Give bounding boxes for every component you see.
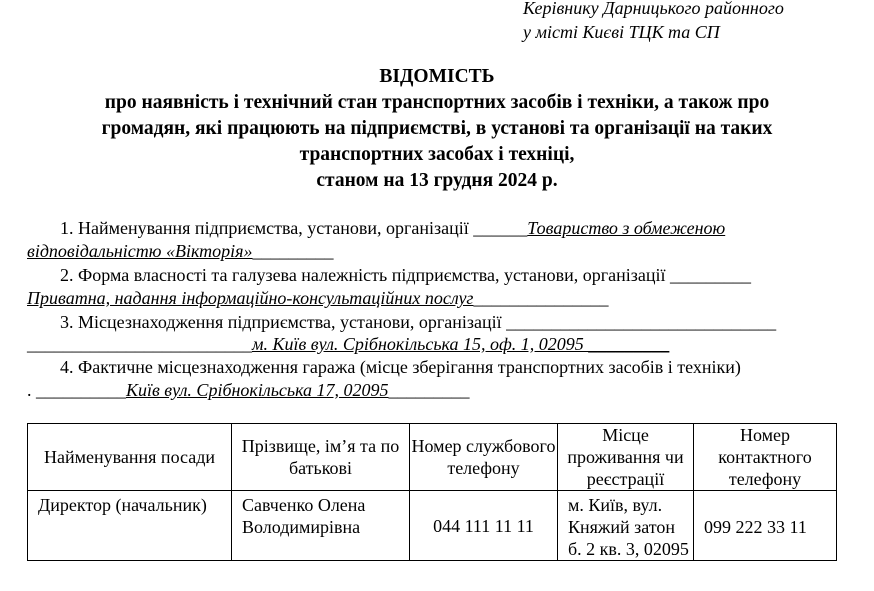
heading-line-4: станом на 13 грудня 2024 р. xyxy=(316,170,558,191)
header-name: Прізвище, ім’я та по батькові xyxy=(232,424,410,491)
cell-residence: м. Київ, вул. Княжий затон б. 2 кв. 3, 02095 xyxy=(558,491,694,561)
field-4-continuation xyxy=(27,379,470,401)
cell-name: Савченко Олена Володимирівна xyxy=(232,491,410,561)
heading-line-3: транспортних засобах і техніці, xyxy=(299,144,575,165)
field-2-line xyxy=(60,264,751,286)
field-1-label: 1. Найменування підприємства, установи, організації ______ xyxy=(60,218,528,238)
field-3-lead: _________________________ xyxy=(27,334,252,354)
field-4-line xyxy=(60,356,741,378)
field-3-value: м. Київ вул. Срібнокільська 15, оф. 1, 02095 _________ xyxy=(252,334,670,354)
field-1-trail: _________ xyxy=(252,241,334,261)
header-position: Найменування посади xyxy=(28,424,232,491)
table-row xyxy=(28,491,837,561)
addressee-line-1: Керівнику Дарницького районного xyxy=(523,0,784,18)
field-4-value: Київ вул. Срібнокільська 17, 02095 xyxy=(126,380,389,400)
cell-position: Директор (начальник) xyxy=(28,491,232,561)
header-office-phone: Номер службового телефону xyxy=(410,424,558,491)
field-4-trail: _________ xyxy=(388,380,470,400)
cell-contact-phone: 099 222 33 11 xyxy=(694,491,837,561)
staff-table xyxy=(27,423,837,561)
header-residence: Місце проживання чи реєстрації xyxy=(558,424,694,491)
field-1-line xyxy=(60,217,725,239)
field-4-lead: . __________ xyxy=(27,380,126,400)
document-title: ВІДОМІСТЬ xyxy=(379,66,495,87)
heading-line-1: про наявність і технічний стан транспортних засобів і техніки, а також про xyxy=(104,92,770,113)
cell-office-phone: 044 111 11 11 xyxy=(410,491,558,561)
addressee-block xyxy=(523,0,784,44)
field-2-value: Приватна, надання інформаційно-консультаційних послуг xyxy=(27,288,474,308)
field-1-continuation xyxy=(27,240,334,262)
addressee-line-2: у місті Києві ТЦК та СП xyxy=(523,22,720,42)
field-2-label: 2. Форма власності та галузева належність підприємства, установи, організації _________ xyxy=(60,265,752,285)
field-3-line xyxy=(60,311,776,333)
field-1-value-part1: Товариство з обмеженою xyxy=(527,218,726,238)
table-header-row xyxy=(28,424,837,491)
field-1-value-part2: відповідальністю «Вікторія» xyxy=(27,241,253,261)
field-2-continuation xyxy=(27,287,608,309)
field-3-continuation xyxy=(27,333,669,355)
field-3-label: 3. Місцезнаходження підприємства, установи, організації ______________________________ xyxy=(60,312,777,332)
document-heading xyxy=(0,64,874,194)
field-4-label: 4. Фактичне місцезнаходження гаража (місце зберігання транспортних засобів і техніки) xyxy=(60,357,741,377)
field-2-trail: _______________ xyxy=(473,288,609,308)
header-contact-phone: Номер контактного телефону xyxy=(694,424,837,491)
heading-line-2: громадян, які працюють на підприємстві, в установі та організації на таких xyxy=(101,118,773,139)
